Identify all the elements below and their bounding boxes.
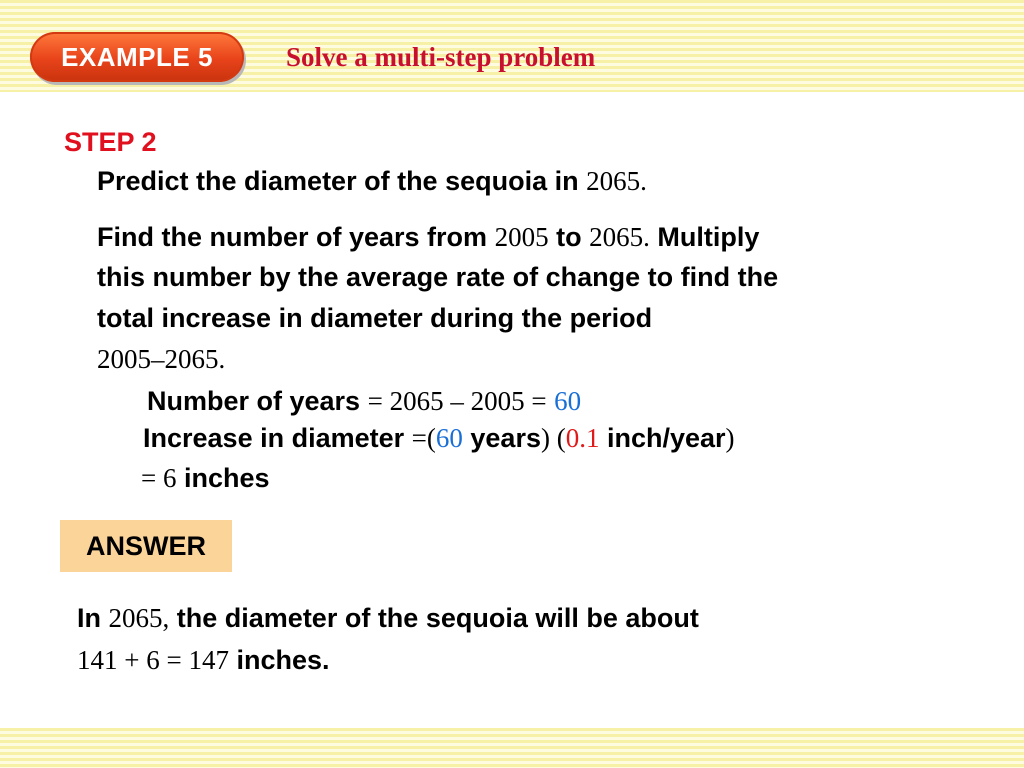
find-line-1 xyxy=(97,222,759,253)
predict-year: 2065. xyxy=(586,166,647,196)
answer-year: 2065, xyxy=(108,603,170,633)
find-year-2: 2065. xyxy=(589,222,650,252)
years-calc-line xyxy=(147,386,581,417)
increase-mid: ) ( xyxy=(540,423,566,453)
increase-rate-value: 0.1 xyxy=(565,423,600,453)
increase-rate-unit: inch/year xyxy=(606,423,726,453)
increase-label: Increase in diameter xyxy=(143,423,405,453)
increase-open: =( xyxy=(411,423,436,453)
answer-text-a: In xyxy=(77,603,101,633)
answer-text-b: the diameter of the sequoia will be about xyxy=(176,603,699,633)
find-line-3: total increase in diameter during the period xyxy=(97,303,653,333)
predict-line xyxy=(97,166,647,197)
predict-text: Predict the diameter of the sequoia in xyxy=(97,166,579,196)
find-year-1: 2005 xyxy=(494,222,549,252)
answer-line-1 xyxy=(77,603,699,634)
answer-label: ANSWER xyxy=(60,520,232,572)
result-unit: inches xyxy=(184,463,270,493)
find-line-2: this number by the average rate of change to find the xyxy=(97,262,779,292)
years-calc-result: 60 xyxy=(554,386,582,416)
answer-line-2 xyxy=(77,645,330,676)
find-text-b: Multiply xyxy=(657,222,760,252)
answer-expr: 141 + 6 = 147 xyxy=(77,645,229,675)
step-label: STEP 2 xyxy=(64,127,157,157)
years-calc-label: Number of years xyxy=(147,386,361,416)
bottom-stripe-band xyxy=(0,728,1024,768)
example-badge: EXAMPLE 5 xyxy=(30,32,244,82)
increase-years-unit: years xyxy=(470,423,541,453)
increase-line xyxy=(143,423,735,454)
page-title: Solve a multi-step problem xyxy=(286,42,596,72)
find-line-4: 2005–2065. xyxy=(97,344,226,374)
increase-close: ) xyxy=(725,423,735,453)
find-text-a: Find the number of years from xyxy=(97,222,488,252)
increase-years-value: 60 xyxy=(435,423,463,453)
years-calc-expr: = 2065 – 2005 = xyxy=(367,386,547,416)
find-to: to xyxy=(556,222,582,252)
result-line xyxy=(141,463,270,494)
answer-unit: inches. xyxy=(236,645,330,675)
result-expr: = 6 xyxy=(141,463,177,493)
